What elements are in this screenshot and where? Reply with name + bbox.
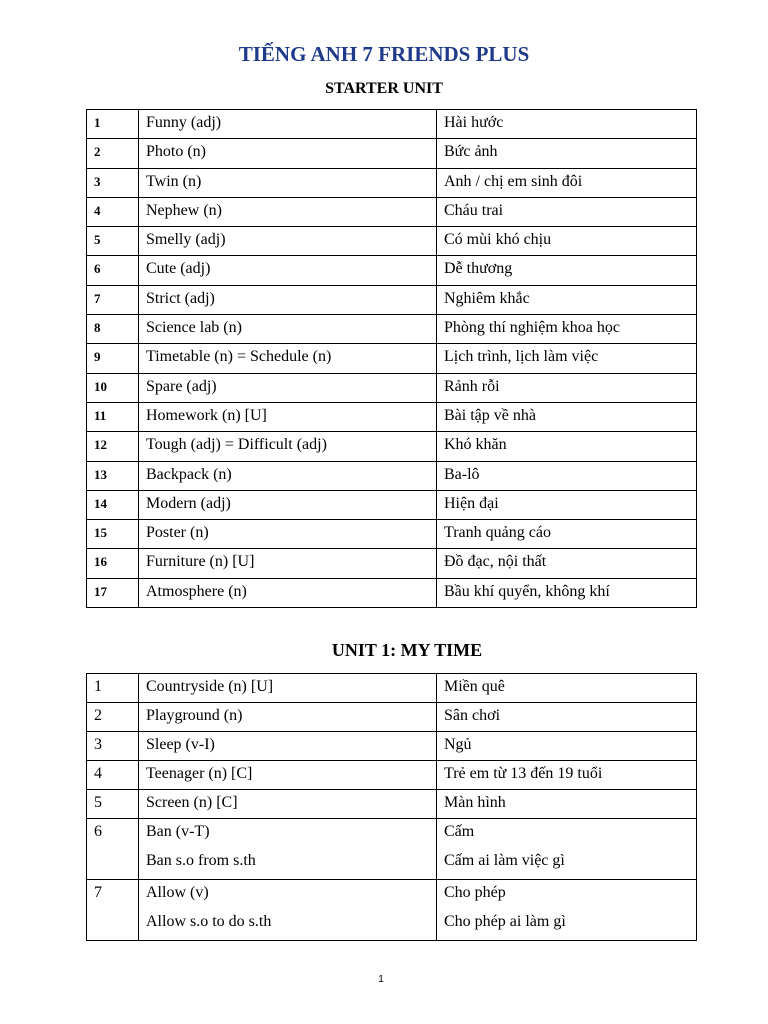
unit-1-heading: UNIT 1: MY TIME <box>331 640 483 660</box>
english-term: Homework (n) [U] <box>139 402 437 431</box>
vietnamese-usage-line: Cấm ai làm việc gì <box>444 852 565 869</box>
english-term: Photo (n) <box>139 139 437 168</box>
table-row <box>87 256 697 285</box>
vietnamese-meaning: Miền quê <box>437 674 697 703</box>
english-term: Atmosphere (n) <box>139 578 437 607</box>
vietnamese-meaning <box>437 819 697 880</box>
english-term: Playground (n) <box>139 703 437 732</box>
vietnamese-meaning: Cháu trai <box>437 197 697 226</box>
row-number: 8 <box>87 315 139 344</box>
vietnamese-meaning: Bức ảnh <box>437 139 697 168</box>
vietnamese-meaning: Hiện đại <box>437 490 697 519</box>
table-row <box>87 461 697 490</box>
row-number: 3 <box>87 168 139 197</box>
english-term: Spare (adj) <box>139 373 437 402</box>
english-term: Science lab (n) <box>139 315 437 344</box>
row-number: 13 <box>87 461 139 490</box>
english-usage-line: Ban s.o from s.th <box>146 852 256 869</box>
row-number: 5 <box>87 790 139 819</box>
row-number: 1 <box>87 674 139 703</box>
english-term: Modern (adj) <box>139 490 437 519</box>
english-term: Screen (n) [C] <box>139 790 437 819</box>
vietnamese-meaning: Phòng thí nghiệm khoa học <box>437 315 697 344</box>
english-term: Nephew (n) <box>139 197 437 226</box>
english-term: Sleep (v-I) <box>139 732 437 761</box>
row-number: 5 <box>87 227 139 256</box>
row-number: 11 <box>87 402 139 431</box>
english-term: Twin (n) <box>139 168 437 197</box>
table-row <box>87 344 697 373</box>
row-number: 1 <box>87 110 139 139</box>
table-row <box>87 761 697 790</box>
vietnamese-meaning: Sân chơi <box>437 703 697 732</box>
vietnamese-meaning: Dễ thương <box>437 256 697 285</box>
row-number: 4 <box>87 761 139 790</box>
english-term: Furniture (n) [U] <box>139 549 437 578</box>
table-row <box>87 168 697 197</box>
vietnamese-meaning: Đồ đạc, nội thất <box>437 549 697 578</box>
english-term <box>139 819 437 880</box>
row-number: 7 <box>87 880 139 941</box>
table-row <box>87 732 697 761</box>
starter-unit-heading: STARTER UNIT <box>325 80 443 97</box>
vietnamese-usage-line: Cho phép ai làm gì <box>444 913 566 930</box>
english-term-line: Ban (v-T) <box>146 823 210 840</box>
row-number: 6 <box>87 819 139 880</box>
english-term <box>139 880 437 941</box>
table-row <box>87 490 697 519</box>
table-row <box>87 139 697 168</box>
vietnamese-meaning: Nghiêm khắc <box>437 285 697 314</box>
english-term: Timetable (n) = Schedule (n) <box>139 344 437 373</box>
row-number: 17 <box>87 578 139 607</box>
row-number: 9 <box>87 344 139 373</box>
row-number: 14 <box>87 490 139 519</box>
row-number: 10 <box>87 373 139 402</box>
english-term: Poster (n) <box>139 520 437 549</box>
row-number: 4 <box>87 197 139 226</box>
vietnamese-meaning: Ba-lô <box>437 461 697 490</box>
row-number: 3 <box>87 732 139 761</box>
vietnamese-meaning: Ngủ <box>437 732 697 761</box>
english-term: Strict (adj) <box>139 285 437 314</box>
vietnamese-meaning: Anh / chị em sinh đôi <box>437 168 697 197</box>
vietnamese-meaning: Tranh quảng cáo <box>437 520 697 549</box>
english-term: Teenager (n) [C] <box>139 761 437 790</box>
table-row <box>87 520 697 549</box>
vietnamese-meaning-line: Cho phép <box>444 884 506 901</box>
vietnamese-meaning: Khó khăn <box>437 432 697 461</box>
vietnamese-meaning: Rảnh rỗi <box>437 373 697 402</box>
english-usage-line: Allow s.o to do s.th <box>146 913 272 930</box>
row-number: 15 <box>87 520 139 549</box>
table-row <box>87 110 697 139</box>
vietnamese-meaning: Màn hình <box>437 790 697 819</box>
unit-1-vocab-table <box>86 673 697 941</box>
table-row <box>87 549 697 578</box>
table-row <box>87 197 697 226</box>
table-row <box>87 227 697 256</box>
english-term: Cute (adj) <box>139 256 437 285</box>
table-row <box>87 578 697 607</box>
row-number: 7 <box>87 285 139 314</box>
table-row <box>87 674 697 703</box>
table-row <box>87 285 697 314</box>
starter-unit-vocab-table <box>86 109 697 608</box>
row-number: 16 <box>87 549 139 578</box>
vietnamese-meaning: Trẻ em từ 13 đến 19 tuổi <box>437 761 697 790</box>
vietnamese-meaning <box>437 880 697 941</box>
document-title: TIẾNG ANH 7 FRIENDS PLUS <box>238 42 530 66</box>
table-row <box>87 402 697 431</box>
table-row <box>87 819 697 880</box>
vietnamese-meaning: Hài hước <box>437 110 697 139</box>
table-row <box>87 432 697 461</box>
row-number: 2 <box>87 139 139 168</box>
table-row <box>87 790 697 819</box>
vietnamese-meaning: Bài tập về nhà <box>437 402 697 431</box>
vietnamese-meaning: Có mùi khó chịu <box>437 227 697 256</box>
table-row <box>87 880 697 941</box>
table-row <box>87 315 697 344</box>
vietnamese-meaning: Lịch trình, lịch làm việc <box>437 344 697 373</box>
table-row <box>87 373 697 402</box>
english-term: Countryside (n) [U] <box>139 674 437 703</box>
english-term-line: Allow (v) <box>146 884 209 901</box>
row-number: 6 <box>87 256 139 285</box>
row-number: 12 <box>87 432 139 461</box>
english-term: Backpack (n) <box>139 461 437 490</box>
english-term: Smelly (adj) <box>139 227 437 256</box>
english-term: Tough (adj) = Difficult (adj) <box>139 432 437 461</box>
page-number: 1 <box>378 974 384 985</box>
vietnamese-meaning-line: Cấm <box>444 823 475 840</box>
english-term: Funny (adj) <box>139 110 437 139</box>
table-row <box>87 703 697 732</box>
row-number: 2 <box>87 703 139 732</box>
vietnamese-meaning: Bầu khí quyển, không khí <box>437 578 697 607</box>
